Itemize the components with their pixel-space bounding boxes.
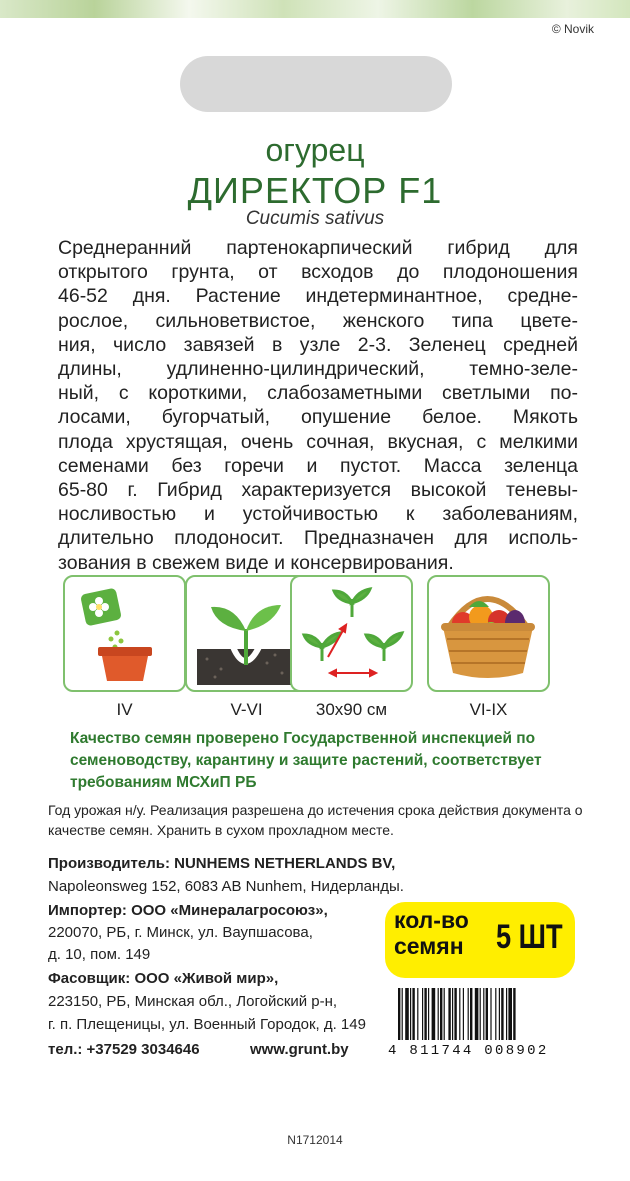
crop-type: огурец [265,132,365,168]
importer-address-2: д. 10, пом. 149 [48,946,151,963]
barcode-bar [428,988,429,1040]
manufacturer-address: Napoleonsweg 152, 6083 AB Nunhem, Нидерланды. [48,878,404,895]
description-line: открытого грунта, от всходов до плодоношения [58,261,578,284]
barcode-bar [398,988,400,1040]
barcode-bar [508,988,512,1040]
barcode-bar [486,988,488,1040]
packer-name: ООО «Живой мир», [134,970,279,987]
harvest-period-label: VI-IX [469,700,508,719]
seed-sowing-pot-icon [63,575,186,692]
description-line: длительно плодоносит. Предназначен для исполь- [58,527,578,550]
importer-line [48,900,328,921]
barcode-bar [501,988,503,1040]
barcode-bar [495,988,496,1040]
phone-text: тел.: +37529 3034646 [48,1041,200,1058]
packer-line [48,968,278,989]
barcode-bar [470,988,472,1040]
barcode-digits: 4 811744 008902 [388,1043,549,1059]
phone [48,1039,200,1060]
seed-count-label-line2: семян [394,933,464,959]
barcode-bar [499,988,500,1040]
barcode-bar [452,988,453,1040]
website-text: www.grunt.by [250,1041,349,1058]
footer-code: N1712014 [287,1133,343,1147]
barcode-bar [459,988,460,1040]
description-line: ный, с короткими, слабозаметными светлыми по- [58,382,578,405]
description-line: лосами, бугорчатый, опушение белое. Мякоть [58,406,578,429]
barcode-bar [424,988,426,1040]
barcode-bar [422,988,423,1040]
packer-address-2: г. п. Плещеницы, ул. Военный Городок, д. 149 [48,1016,366,1033]
description-line: носливостью и устойчивостью к заболеваниям, [58,503,578,526]
manufacturer-name: NUNHEMS NETHERLANDS BV, [174,855,396,872]
barcode-bar [412,988,414,1040]
sowing-period-label: IV [116,700,133,719]
description-line: рослое, сильноветвистое, женского типа цвете- [58,309,578,332]
barcode-bar [490,988,491,1040]
manufacturer-label: Производитель: [48,855,170,872]
description-line: ния, число завязей в узле 2-3. Зеленец средней [58,333,578,356]
barcode-bar [448,988,450,1040]
barcode-bar [440,988,442,1040]
barcode-bar [438,988,439,1040]
manufacturer-line [48,853,395,874]
barcode-bar [480,988,481,1040]
description-line: 65-80 г. Гибрид характеризуется высокой теневы- [58,479,578,502]
copyright: © Novik [551,22,594,36]
packer-label: Фасовщик: [48,970,131,987]
quality-statement: Качество семян проверено Государственной инспекцией по семеноводству, карантину и защите растений, соответствует требованиям МСХиП РБ [70,730,542,791]
latin-name: Cucumis sativus [245,208,385,229]
barcode-bar [463,988,464,1040]
barcode-bar [513,988,515,1040]
barcode-bar [405,988,409,1040]
importer-address-1: 220070, РБ, г. Минск, ул. Ваупшасова, [48,924,313,941]
barcode-bar [402,988,403,1040]
storage-note: Год урожая н/у. Реализация разрешена до истечения срока действия документа о качестве семян. Хранить в сухом прохладном месте. [48,802,583,838]
barcode-bar [410,988,411,1040]
description-line: зования в свежем виде и консервирования. [58,551,454,574]
barcode-bar [475,988,479,1040]
description-line: плода хрустящая, очень сочная, вкусная, с мелкими [58,430,578,453]
packer-address-1: 223150, РБ, Минская обл., Логойский р-н, [48,993,338,1010]
description-line: 46-52 дня. Растение индетерминантное, средне- [58,285,578,308]
seedling-period-label: V-VI [230,700,263,719]
hang-hole [180,56,452,112]
barcode-bar [506,988,507,1040]
description [58,236,578,575]
variety-name: ДИРЕКТОР F1 [187,170,443,211]
description-line: длины, удлиненно-цилиндрический, темно-зеле- [58,358,578,381]
barcode-bar [468,988,469,1040]
website[interactable] [250,1039,349,1060]
barcode-bar [444,988,445,1040]
planting-scheme-icon [290,575,413,692]
harvest-basket-icon [427,575,550,692]
description-line: Среднеранний партенокарпический гибрид для [58,237,578,259]
description-line: семенами без горечи и пустот. Масса зеленца [58,454,578,477]
planting-scheme-label: 30x90 см [315,700,388,719]
barcode-bar [454,988,456,1040]
seed-count-label-line1: кол-во [394,907,469,933]
barcode-bar [417,988,418,1040]
top-photo-strip [0,0,630,18]
seed-count-label [394,907,469,959]
importer-label: Импортер: [48,902,127,919]
barcode-bar [483,988,484,1040]
importer-name: ООО «Минералагросоюз», [131,902,328,919]
barcode-bar [432,988,436,1040]
seed-count-value: 5 ШТ [496,918,563,956]
